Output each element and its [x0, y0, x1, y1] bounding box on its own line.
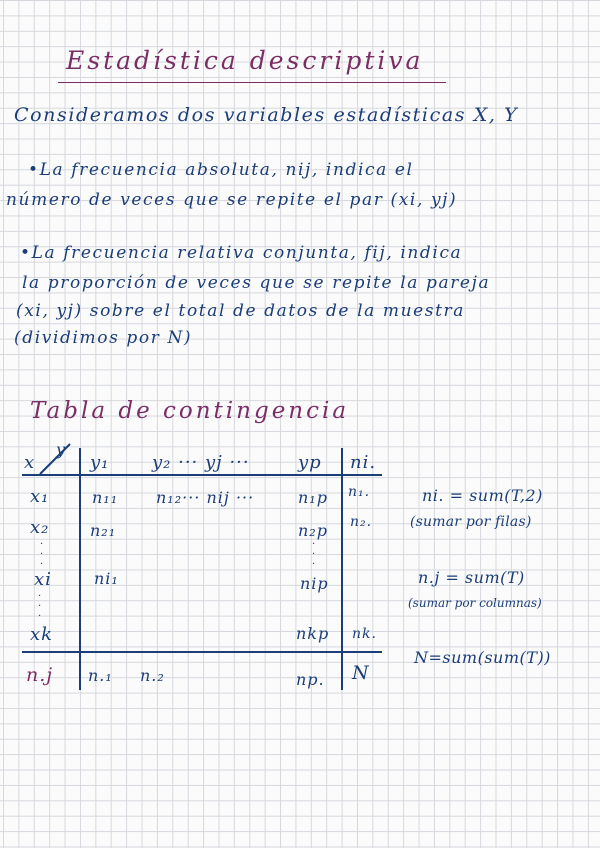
- total-formula: N=sum(sum(T)): [414, 648, 551, 667]
- rows-note: (sumar por filas): [410, 514, 532, 530]
- bullet1-line2: número de veces que se repite el par (xi, yj): [6, 190, 458, 210]
- rowi-x: xi: [34, 569, 52, 590]
- row2-x: x₂: [30, 517, 50, 538]
- row1-c1: n₁₁: [92, 488, 119, 507]
- row-ellipsis-upper: · · ·: [40, 539, 45, 570]
- bullet2-line1: •La frecuencia relativa conjunta, fij, indica: [20, 243, 463, 263]
- corner-y: y: [56, 440, 67, 459]
- header-ni: ni.: [350, 452, 377, 473]
- row2-c1: n₂₁: [90, 521, 117, 540]
- bullet2-line3: (xi, yj) sobre el total de datos de la muestra: [16, 301, 466, 321]
- rowi-cp: nip: [300, 574, 329, 593]
- footer-rule: [22, 651, 382, 653]
- footer-c1: n.₁: [88, 666, 113, 685]
- header-mid: y₂ ··· yj ···: [152, 452, 250, 473]
- header-yp: yp: [298, 452, 322, 473]
- rowi-c1: ni₁: [94, 569, 119, 588]
- bullet1-line1: •La frecuencia absoluta, nij, indica el: [28, 160, 414, 180]
- row1-cp: n₁p: [298, 488, 328, 507]
- rowk-cp: nkp: [296, 624, 330, 643]
- title-underline: [58, 82, 446, 83]
- row-ellipsis-lower: · · ·: [38, 591, 43, 622]
- table-title: Tabla de contingencia: [30, 398, 350, 424]
- footer-label: n.j: [26, 664, 54, 686]
- row1-x: x₁: [30, 486, 50, 507]
- rows-formula: ni. = sum(T,2): [422, 486, 543, 505]
- page-title: Estadística descriptiva: [66, 46, 424, 75]
- bullet2-line4: (dividimos por N): [14, 328, 193, 348]
- row1-ni: n₁.: [348, 484, 371, 500]
- rowk-ni: nk.: [352, 626, 377, 642]
- row2-ni: n₂.: [350, 514, 373, 530]
- footer-cp: np.: [296, 670, 325, 689]
- row1-mid: n₁₂··· nij ···: [156, 488, 255, 507]
- col-ellipsis-upper: · · ·: [312, 539, 317, 570]
- cols-formula: n.j = sum(T): [418, 568, 525, 587]
- header-y1: y₁: [90, 452, 110, 473]
- header-rule: [22, 474, 382, 476]
- bullet2-line2: la proporción de veces que se repite la pareja: [22, 273, 491, 293]
- footer-c2: n.₂: [140, 666, 165, 685]
- right-rule: [341, 448, 343, 690]
- rowk-x: xk: [30, 624, 54, 645]
- row2-cp: n₂p: [298, 521, 328, 540]
- cols-note: (sumar por columnas): [408, 596, 542, 610]
- corner-x: x: [24, 452, 36, 473]
- footer-total: N: [352, 662, 370, 684]
- intro-line: Consideramos dos variables estadísticas X, Y: [14, 104, 519, 126]
- left-rule: [79, 448, 81, 690]
